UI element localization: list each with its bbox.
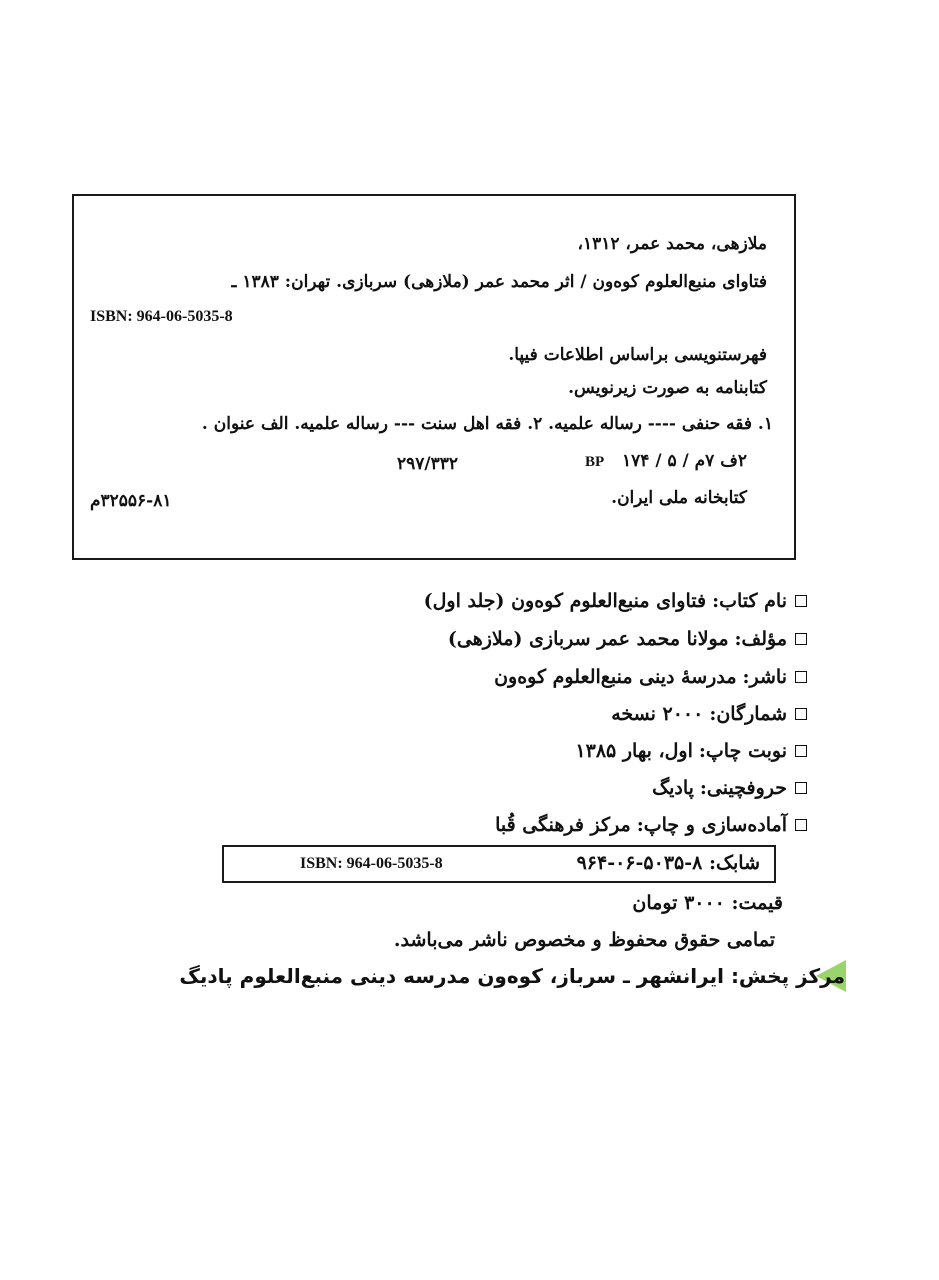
checkbox-icon [795,671,807,683]
price-line [632,892,783,914]
isbn-persian-number: ۸-۵۰۳۵-۰۶-۹۶۴ [576,852,703,874]
catalog-fipa: فهرستنویسی براساس اطلاعات فیپا. [508,345,767,365]
catalog-class-bp: BP [585,454,605,470]
catalog-library: کتابخانه ملی ایران. [611,488,747,508]
price-value: ۳۰۰۰ تومان [632,892,725,914]
catalog-subjects: ۱. فقه حنفی ---- رساله علمیه. ۲. فقه اهل سنت --- رساله علمیه. الف عنوان . [201,414,773,434]
catalog-class-code: ۲ف ۷م / ۵ / ۱۷۴ [622,451,747,471]
checkbox-icon [795,745,807,757]
catalog-title: فتاوای منبع‌العلوم کوه‌ون / اثر محمد عمر (ملازهی) سربازی. تهران: ۱۳۸۳ ـ [231,272,767,292]
checkbox-icon [795,782,807,794]
distribution-value: ایرانشهر ـ سرباز، کوه‌ون مدرسه دینی منبع‌العلوم پادیگ [179,964,724,988]
catalog-bibliography: کتابنامه به صورت زیرنویس. [568,378,767,398]
detail-label: حروفچینی: [699,777,787,799]
detail-label: نوبت چاپ: [698,740,787,762]
detail-printing [495,814,807,836]
detail-value: پادیگ [652,777,694,799]
detail-label: ناشر: [742,666,787,688]
catalog-author: ملازهی، محمد عمر، ۱۳۱۲، [577,234,767,254]
checkbox-icon [795,819,807,831]
detail-value: اول، بهار ۱۳۸۵ [575,740,693,762]
isbn-label: شابک: [708,852,760,874]
catalog-dewey: ۲۹۷/۳۳۲ [397,454,458,474]
isbn-english: ISBN: 964-06-5035-8 [300,855,443,872]
detail-label: شمارگان: [709,703,787,725]
detail-author [448,628,807,650]
detail-label: آماده‌سازی و چاپ: [636,814,787,836]
catalog-library-number: ۳۲۵۵۶-۸۱م [90,491,172,511]
detail-print-run [611,703,807,725]
detail-label: مؤلف: [734,628,787,650]
rights-notice: تمامی حقوق محفوظ و مخصوص ناشر می‌باشد. [393,929,775,951]
detail-book-name [424,590,807,612]
detail-value: مولانا محمد عمر سربازی (ملازهی) [447,628,729,650]
detail-value: فتاوای منبع‌العلوم کوه‌ون (جلد اول) [423,590,707,612]
detail-value: ۲۰۰۰ نسخه [611,703,704,725]
isbn-persian [577,852,760,874]
price-label: قیمت: [731,892,783,914]
checkbox-icon [795,633,807,645]
detail-label: نام کتاب: [712,590,787,612]
catalog-isbn: ISBN: 964-06-5035-8 [90,308,233,325]
checkbox-icon [795,708,807,720]
checkbox-icon [795,595,807,607]
detail-publisher [494,666,807,688]
isbn-box [222,845,776,883]
distribution-label: مرکز پخش: [730,964,845,988]
detail-value: مدرسهٔ دینی منبع‌العلوم کوه‌ون [494,666,737,688]
detail-typesetting [652,777,807,799]
distribution-line [179,964,845,988]
detail-value: مرکز فرهنگی قُبا [495,814,631,836]
detail-edition [575,740,807,762]
